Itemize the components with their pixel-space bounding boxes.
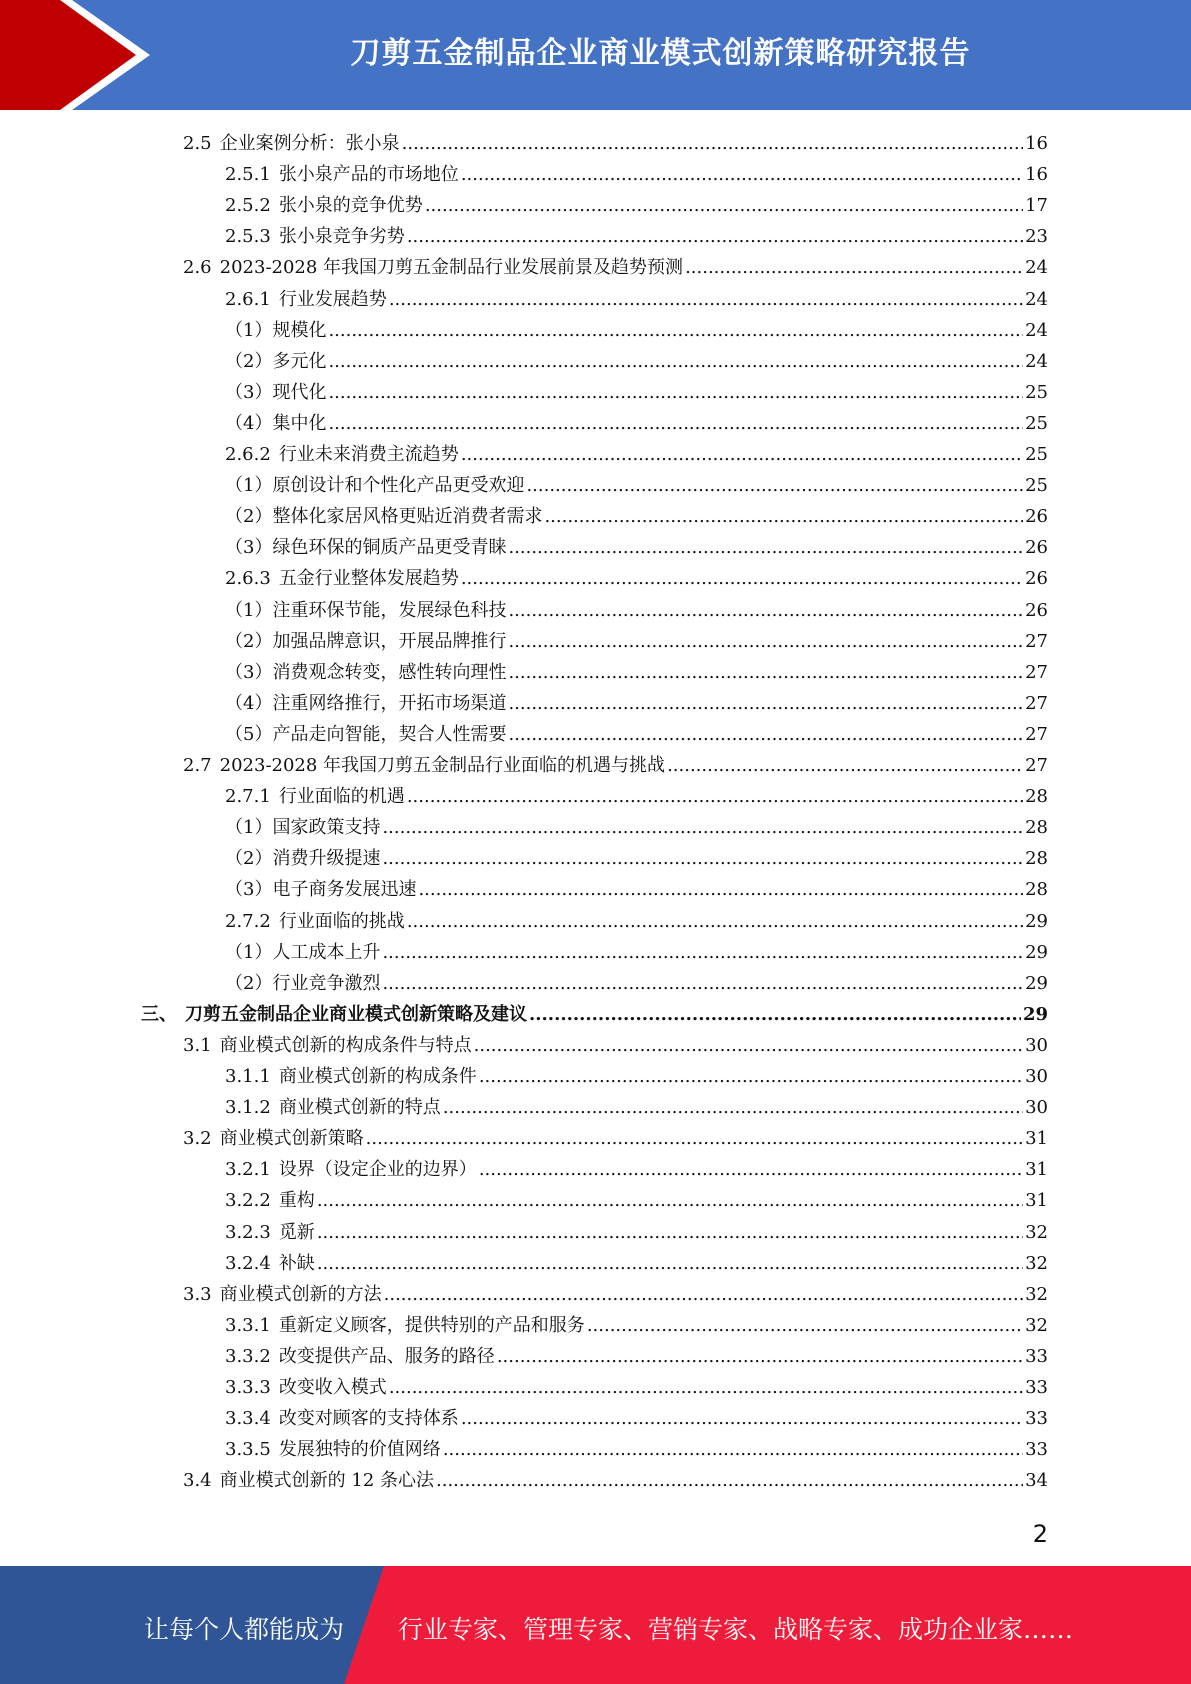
toc-entry[interactable] [225,284,1048,315]
toc-entry[interactable] [225,626,1048,657]
toc-entry[interactable] [225,377,1048,408]
toc-entry-number: （4） [225,412,273,434]
toc-entry[interactable] [225,843,1048,874]
toc-entry-title: 国家政策支持 [272,817,381,839]
toc-dot-leader [389,1372,1023,1403]
toc-entry-title: 补缺 [278,1252,315,1274]
toc-entry-number: （3） [225,879,273,901]
toc-entry-title: 电子商务发展迅速 [272,879,417,901]
toc-entry-number: 3.1.2 [225,1097,271,1119]
toc-entry-title: 改变收入模式 [278,1377,387,1398]
toc-entry-number: （2） [225,630,273,652]
toc-dot-leader [382,812,1023,843]
toc-entry-page: 26 [1025,599,1048,621]
toc-entry-page: 24 [1025,288,1048,310]
toc-dot-leader [418,874,1023,905]
toc-entry[interactable] [183,1465,1048,1496]
toc-entry-page: 25 [1025,444,1048,465]
toc-entry-number: （3） [225,381,273,403]
toc-dot-leader [685,252,1023,283]
toc-dot-leader [667,750,1023,781]
toc-entry-number: 3.3.1 [225,1314,271,1336]
toc-entry-title: 张小泉竞争劣势 [278,226,405,248]
toc-dot-leader [317,1248,1023,1279]
toc-dot-leader [526,470,1023,501]
header-arrow-icon [0,0,160,110]
toc-entry-title: 改变对顾客的支持体系 [278,1408,459,1430]
toc-dot-leader [479,1061,1023,1092]
toc-entry[interactable] [225,812,1048,843]
toc-entry-page: 24 [1025,319,1048,341]
toc-entry-number: 3.2.3 [225,1221,271,1243]
toc-dot-leader [529,999,1021,1030]
toc-entry-page: 27 [1025,692,1048,714]
toc-entry-title: 现代化 [272,381,327,403]
toc-dot-leader [328,408,1023,439]
toc-entry-number: （1） [225,817,273,839]
toc-entry[interactable] [225,1434,1048,1465]
toc-entry[interactable] [183,128,1048,159]
toc-entry-page: 28 [1025,879,1048,901]
toc-entry-title: 改变提供产品、服务的路径 [278,1345,495,1367]
toc-entry-number: 2.5 [183,133,212,154]
page-number: 2 [1032,1520,1048,1548]
toc-entry-title: 行业竞争激烈 [272,972,381,994]
toc-entry[interactable] [225,1217,1048,1248]
toc-entry-title: 五金行业整体发展趋势 [278,568,459,590]
toc-entry-title: 设界（设定企业的边界） [278,1159,477,1181]
toc-entry-page: 28 [1025,817,1048,839]
toc-entry-page: 27 [1025,661,1048,683]
toc-entry-title: 商业模式创新的构成条件与特点 [219,1034,472,1056]
toc-entry-page: 25 [1025,412,1048,434]
toc-dot-leader [497,1341,1023,1372]
toc-entry-page: 23 [1025,226,1048,248]
toc-entry[interactable] [225,1248,1048,1279]
toc-entry-title: 觅新 [278,1221,315,1243]
toc-entry-number: 3.3.3 [225,1377,271,1398]
toc-entry-title: 刀剪五金制品企业商业模式创新策略及建议 [185,1003,527,1025]
toc-entry-number: （2） [225,506,273,528]
toc-entry-page: 27 [1025,630,1048,652]
toc-entry[interactable] [225,346,1048,377]
toc-entry[interactable] [225,221,1048,252]
toc-entry-title: 原创设计和个性化产品更受欢迎 [272,475,525,497]
toc-entry-page: 32 [1025,1314,1048,1336]
toc-entry-page: 30 [1025,1034,1048,1056]
toc-entry-number: （2） [225,350,273,372]
toc-dot-leader [461,563,1023,594]
toc-entry-title: 发展独特的价值网络 [278,1439,441,1461]
toc-entry-title: 重构 [278,1190,315,1212]
toc-entry-title: 消费观念转变，感性转向理性 [272,661,507,683]
toc-entry[interactable] [225,532,1048,563]
toc-entry-title: 加强品牌意识，开展品牌推行 [272,630,507,652]
toc-entry-number: （2） [225,972,273,994]
toc-entry-page: 33 [1025,1377,1048,1398]
toc-entry-page: 28 [1025,848,1048,870]
toc-entry-title: 行业未来消费主流趋势 [278,444,459,465]
toc-dot-leader [425,190,1023,221]
toc-entry-page: 32 [1025,1221,1048,1243]
toc-entry-page: 30 [1025,1066,1048,1087]
toc-entry[interactable] [183,1123,1048,1154]
toc-dot-leader [328,346,1023,377]
page-footer [0,1566,1191,1684]
toc-dot-leader [328,377,1023,408]
toc-entry[interactable] [225,688,1048,719]
toc-dot-leader [366,1123,1023,1154]
toc-dot-leader [384,1279,1023,1310]
toc-entry-title: 张小泉的竞争优势 [278,195,423,217]
toc-entry[interactable] [225,408,1048,439]
toc-entry-number: （5） [225,723,273,745]
toc-entry-page: 24 [1025,350,1048,372]
toc-entry[interactable] [183,252,1048,283]
toc-entry-page: 25 [1025,381,1048,403]
toc-entry[interactable] [225,1341,1048,1372]
toc-entry[interactable] [225,439,1048,470]
toc-entry-page: 26 [1025,568,1048,590]
toc-entry[interactable] [225,906,1048,937]
toc-entry-title: 2023-2028 年我国刀剪五金制品行业发展前景及趋势预测 [219,257,684,279]
toc-entry-title: 整体化家居风格更贴近消费者需求 [272,506,543,528]
document-title: 刀剪五金制品企业商业模式创新策略研究报告 [350,36,971,71]
toc-entry[interactable] [141,999,1048,1030]
toc-dot-leader [544,501,1023,532]
toc-entry-title: 集中化 [272,412,327,434]
toc-entry-title: 人工成本上升 [272,941,381,963]
toc-entry-page: 27 [1025,723,1048,745]
footer-slogan-right: 行业专家、管理专家、营销专家、战略专家、成功企业家…… [398,1615,1074,1644]
toc-dot-leader [474,1030,1023,1061]
toc-dot-leader [382,968,1023,999]
toc-entry-title: 规模化 [272,319,327,341]
toc-entry-number: 2.6.3 [225,568,271,590]
toc-entry-title: 张小泉产品的市场地位 [278,164,459,186]
toc-entry-page: 31 [1025,1159,1048,1181]
toc-entry[interactable] [225,874,1048,905]
toc-entry-page: 24 [1025,257,1048,279]
toc-entry-page: 16 [1025,133,1048,154]
toc-dot-leader [407,906,1023,937]
toc-dot-leader [328,315,1023,346]
toc-entry-number: （3） [225,537,273,559]
toc-entry-page: 29 [1025,910,1048,932]
toc-entry-number: （1） [225,475,273,497]
toc-entry[interactable] [183,1030,1048,1061]
toc-entry-number: 3.3.5 [225,1439,271,1461]
toc-entry-title: 多元化 [272,350,327,372]
toc-entry-title: 商业模式创新的构成条件 [278,1066,477,1087]
toc-entry-number: （1） [225,941,273,963]
toc-entry-page: 26 [1025,506,1048,528]
toc-dot-leader [461,1403,1023,1434]
toc-dot-leader [389,284,1023,315]
toc-entry-page: 32 [1025,1283,1048,1305]
toc-entry-number: 3.2.1 [225,1159,271,1181]
toc-entry-title: 商业模式创新的方法 [219,1283,382,1305]
toc-dot-leader [508,532,1023,563]
toc-entry[interactable] [183,750,1048,781]
toc-dot-leader [382,937,1023,968]
footer-slogan-left: 让每个人都能成为 [144,1615,345,1644]
toc-entry[interactable] [183,1279,1048,1310]
toc-entry[interactable] [225,1310,1048,1341]
toc-entry-number: 3.2.4 [225,1252,271,1274]
toc-entry[interactable] [225,563,1048,594]
toc-entry-page: 33 [1025,1408,1048,1430]
toc-entry-number: （3） [225,661,273,683]
toc-dot-leader [461,159,1023,190]
toc-entry-page: 33 [1025,1345,1048,1367]
toc-entry-number: 2.6.2 [225,444,271,465]
toc-entry-title: 注重环保节能，发展绿色科技 [272,599,507,621]
toc-entry[interactable] [225,968,1048,999]
toc-entry-title: 行业面临的机遇 [278,786,405,808]
toc-entry-number: 2.6 [183,257,212,279]
toc-entry-number: 3.2.2 [225,1190,271,1212]
toc-entry-number: 2.7 [183,755,212,776]
toc-entry-title: 2023-2028 年我国刀剪五金制品行业面临的机遇与挑战 [219,755,666,776]
toc-entry-title: 商业模式创新策略 [219,1128,364,1150]
toc-dot-leader [317,1217,1023,1248]
toc-dot-leader [407,221,1023,252]
toc-entry-title: 注重网络推行，开拓市场渠道 [272,692,507,714]
toc-entry[interactable] [225,501,1048,532]
toc-entry[interactable] [225,657,1048,688]
toc-entry-page: 26 [1025,537,1048,559]
toc-entry-number: （1） [225,319,273,341]
toc-entry[interactable] [225,159,1048,190]
page-header [0,0,1191,110]
toc-entry-page: 29 [1025,972,1048,994]
toc-entry[interactable] [225,1061,1048,1092]
toc-entry[interactable] [225,190,1048,221]
toc-entry-page: 17 [1025,195,1048,217]
toc-entry-number: （2） [225,848,273,870]
toc-entry-page: 28 [1025,786,1048,808]
toc-entry-title: 商业模式创新的特点 [278,1097,441,1119]
toc-entry-page: 29 [1022,1003,1048,1025]
toc-entry-title: 行业发展趋势 [278,288,387,310]
toc-entry[interactable] [225,937,1048,968]
toc-dot-leader [436,1465,1023,1496]
toc-dot-leader [508,626,1023,657]
toc-entry-number: 2.5.3 [225,226,271,248]
toc-entry-number: 2.5.2 [225,195,271,217]
toc-entry[interactable] [225,1185,1048,1216]
toc-entry-page: 29 [1025,941,1048,963]
toc-entry-number: 3.1 [183,1034,212,1056]
toc-entry[interactable] [225,781,1048,812]
toc-entry-title: 商业模式创新的 12 条心法 [219,1470,434,1492]
toc-entry-number: 2.5.1 [225,164,271,186]
toc-entry[interactable] [225,1092,1048,1123]
toc-entry-number: 2.7.1 [225,786,271,808]
toc-entry-page: 27 [1025,755,1048,776]
toc-entry[interactable] [225,315,1048,346]
toc-entry-number: 3.3 [183,1283,212,1305]
toc-entry[interactable] [225,1403,1048,1434]
toc-entry-page: 25 [1025,475,1048,497]
toc-entry-title: 重新定义顾客，提供特别的产品和服务 [278,1314,585,1336]
toc-dot-leader [508,719,1023,750]
toc-entry-number: 3.4 [183,1470,212,1492]
toc-dot-leader [508,595,1023,626]
toc-dot-leader [443,1434,1023,1465]
toc-entry-title: 绿色环保的铜质产品更受青睐 [272,537,507,559]
toc-entry-title: 行业面临的挑战 [278,910,405,932]
toc-entry-number: 3.1.1 [225,1066,271,1087]
toc-dot-leader [587,1310,1023,1341]
toc-entry-page: 30 [1025,1097,1048,1119]
toc-entry-number: （4） [225,692,273,714]
toc-entry[interactable] [225,470,1048,501]
toc-dot-leader [402,128,1023,159]
toc-entry-number: 三、 [141,1003,177,1025]
toc-entry-title: 产品走向智能，契合人性需要 [272,723,507,745]
toc-entry-number: （1） [225,599,273,621]
toc-entry-title: 企业案例分析：张小泉 [219,133,400,154]
toc-entry-page: 31 [1025,1128,1048,1150]
toc-entry-number: 3.2 [183,1128,212,1150]
toc-entry[interactable] [225,719,1048,750]
toc-entry-number: 3.3.4 [225,1408,271,1430]
toc-entry-page: 16 [1025,164,1048,186]
toc-dot-leader [317,1185,1023,1216]
toc-dot-leader [382,843,1023,874]
toc-dot-leader [508,688,1023,719]
toc-entry[interactable] [225,595,1048,626]
toc-entry-page: 31 [1025,1190,1048,1212]
toc-entry-page: 32 [1025,1252,1048,1274]
toc-entry-number: 2.6.1 [225,288,271,310]
toc-entry-page: 34 [1025,1470,1048,1492]
toc-entry[interactable] [225,1154,1048,1185]
toc-entry[interactable] [225,1372,1048,1403]
toc-entry-number: 3.3.2 [225,1345,271,1367]
toc-entry-page: 33 [1025,1439,1048,1461]
toc-dot-leader [508,657,1023,688]
toc-dot-leader [407,781,1023,812]
toc-dot-leader [461,439,1023,470]
toc-dot-leader [479,1154,1023,1185]
toc-dot-leader [443,1092,1023,1123]
toc-entry-number: 2.7.2 [225,910,271,932]
toc-entry-title: 消费升级提速 [272,848,381,870]
